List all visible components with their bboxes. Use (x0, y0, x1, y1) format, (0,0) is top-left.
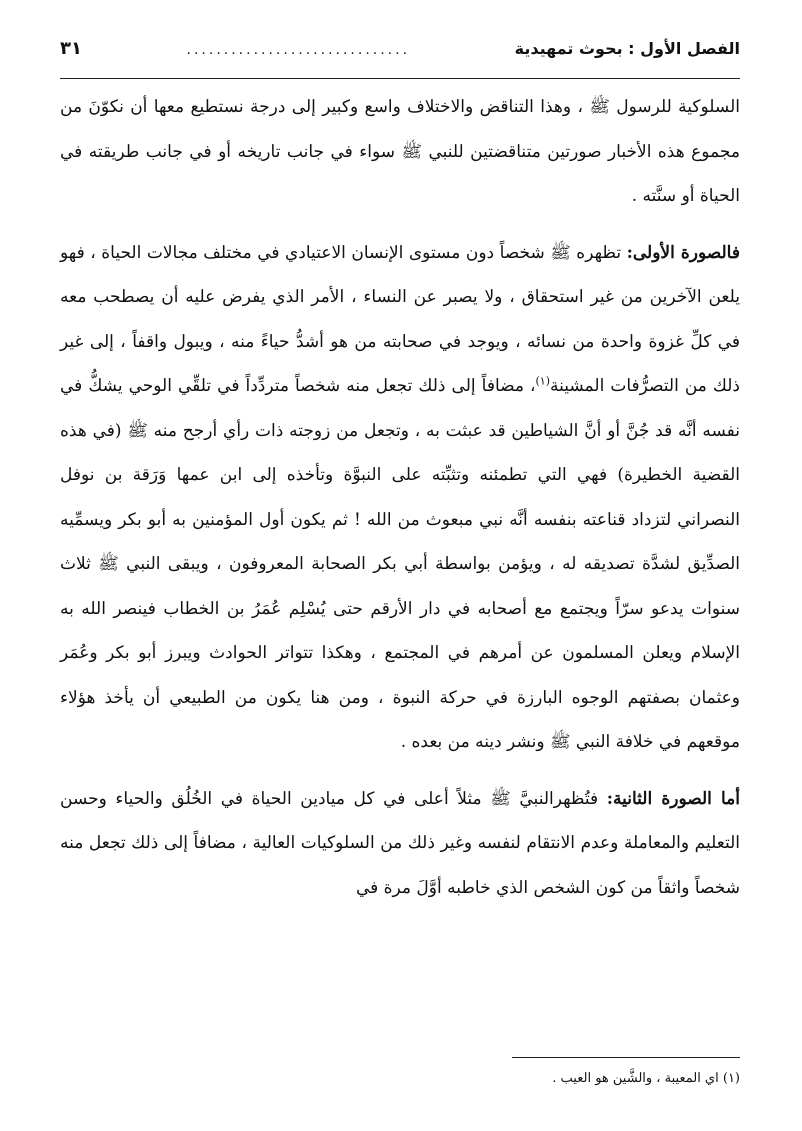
page-header (60, 38, 740, 79)
second-image-heading: أما الصورة الثانية: (606, 788, 740, 809)
paragraph-3 (60, 777, 740, 911)
leader-dots: .............................. (186, 42, 411, 58)
paragraph-2-text-a: تظهره ﷺ شخصاً دون مستوى الإنسان الاعتيادي في مختلف مجالات الحياة ، فهو يلعن الآخرين من غير استحقاق ، ولا يصبر عن النساء ، الأمر الذي يفرض عليه أن يصطحب معه في كلِّ غزوة واحدة من نسائه ، ويوجد في صحابته من هو أشدُّ حياءً منه ، ويبول واقفاً ، إلى غير ذلك من التصرُّفات المشينة (60, 242, 740, 396)
first-image-heading: فالصورة الأولى: (626, 242, 740, 263)
paragraph-3-text: فتُظهرالنبيَّ ﷺ مثلاً أعلى في كل ميادين الحياة في الخُلُق والحياء وحسن التعليم والمعاملة وعدم الانتقام لنفسه وغير ذلك من السلوكيات العالية ، مضافاً إلى ذلك تجعل منه شخصاً واثقاً من كون الشخص الذي خاطبه أوَّلَ مرة في (60, 788, 740, 898)
paragraph-1: السلوكية للرسول ﷺ ، وهذا التناقض والاختلاف واسع وكبير إلى درجة نستطيع معها أن نكوّنَ من مجموع هذه الأخبار صورتين متناقضتين للنبي ﷺ سواء في جانب تاريخه أو في جانب طريقته في الحياة أو سنَّته . (60, 97, 740, 206)
page-number: ٣١ (60, 38, 82, 59)
footnote-divider (512, 1057, 740, 1058)
body-text (60, 85, 740, 910)
paragraph-2 (60, 231, 740, 765)
running-title: الفصل الأول : بحوث تمهيدية (514, 39, 740, 58)
paragraph-2-text-b: ، مضافاً إلى ذلك تجعل منه شخصاً متردِّداً في تلقِّي الوحي يشكُّ في نفسه أنَّه قد جُنَّ أو أنَّ الشياطين قد عبثت به ، وتجعل من زوجته ذات رأي أرجح منه ﷺ (في هذه القضية الخطيرة) فهي التي تطمئنه وتثبِّته على النبوَّة وتأخذه إلى ابن عمها وَرَقة بن نوفل النصراني لتزداد قناعته بنفسه أنَّه نبي مبعوث من الله ! ثم يكون أول المؤمنين به أبو بكر ويسمِّيه الصدِّيق لشدَّة تصديقه له ، ويؤمن بواسطة أبي بكر الصحابة المعروفون ، ويبقى النبي ﷺ ثلاث سنوات يدعو سرّاً ويجتمع مع أصحابه في دار الأرقم حتى يُسْلِم عُمَرُ بن الخطاب فينصر الله به الإسلام ويعلن المسلمون عن أمرهم في المجتمع ، وهكذا تتواتر الحوادث ويبرز أبو بكر وعُمَر وعثمان بصفتهم الوجوه البارزة في حركة النبوة ، ومن هنا يكون من الطبيعي أن يأخذ هؤلاء موقعهم في خلافة النبي ﷺ ونشر دينه من بعده . (60, 376, 740, 752)
footnote: (١) اي المعيبة ، والشَّين هو العيب . (552, 1071, 740, 1086)
footnote-reference[interactable]: (١) (535, 374, 551, 388)
